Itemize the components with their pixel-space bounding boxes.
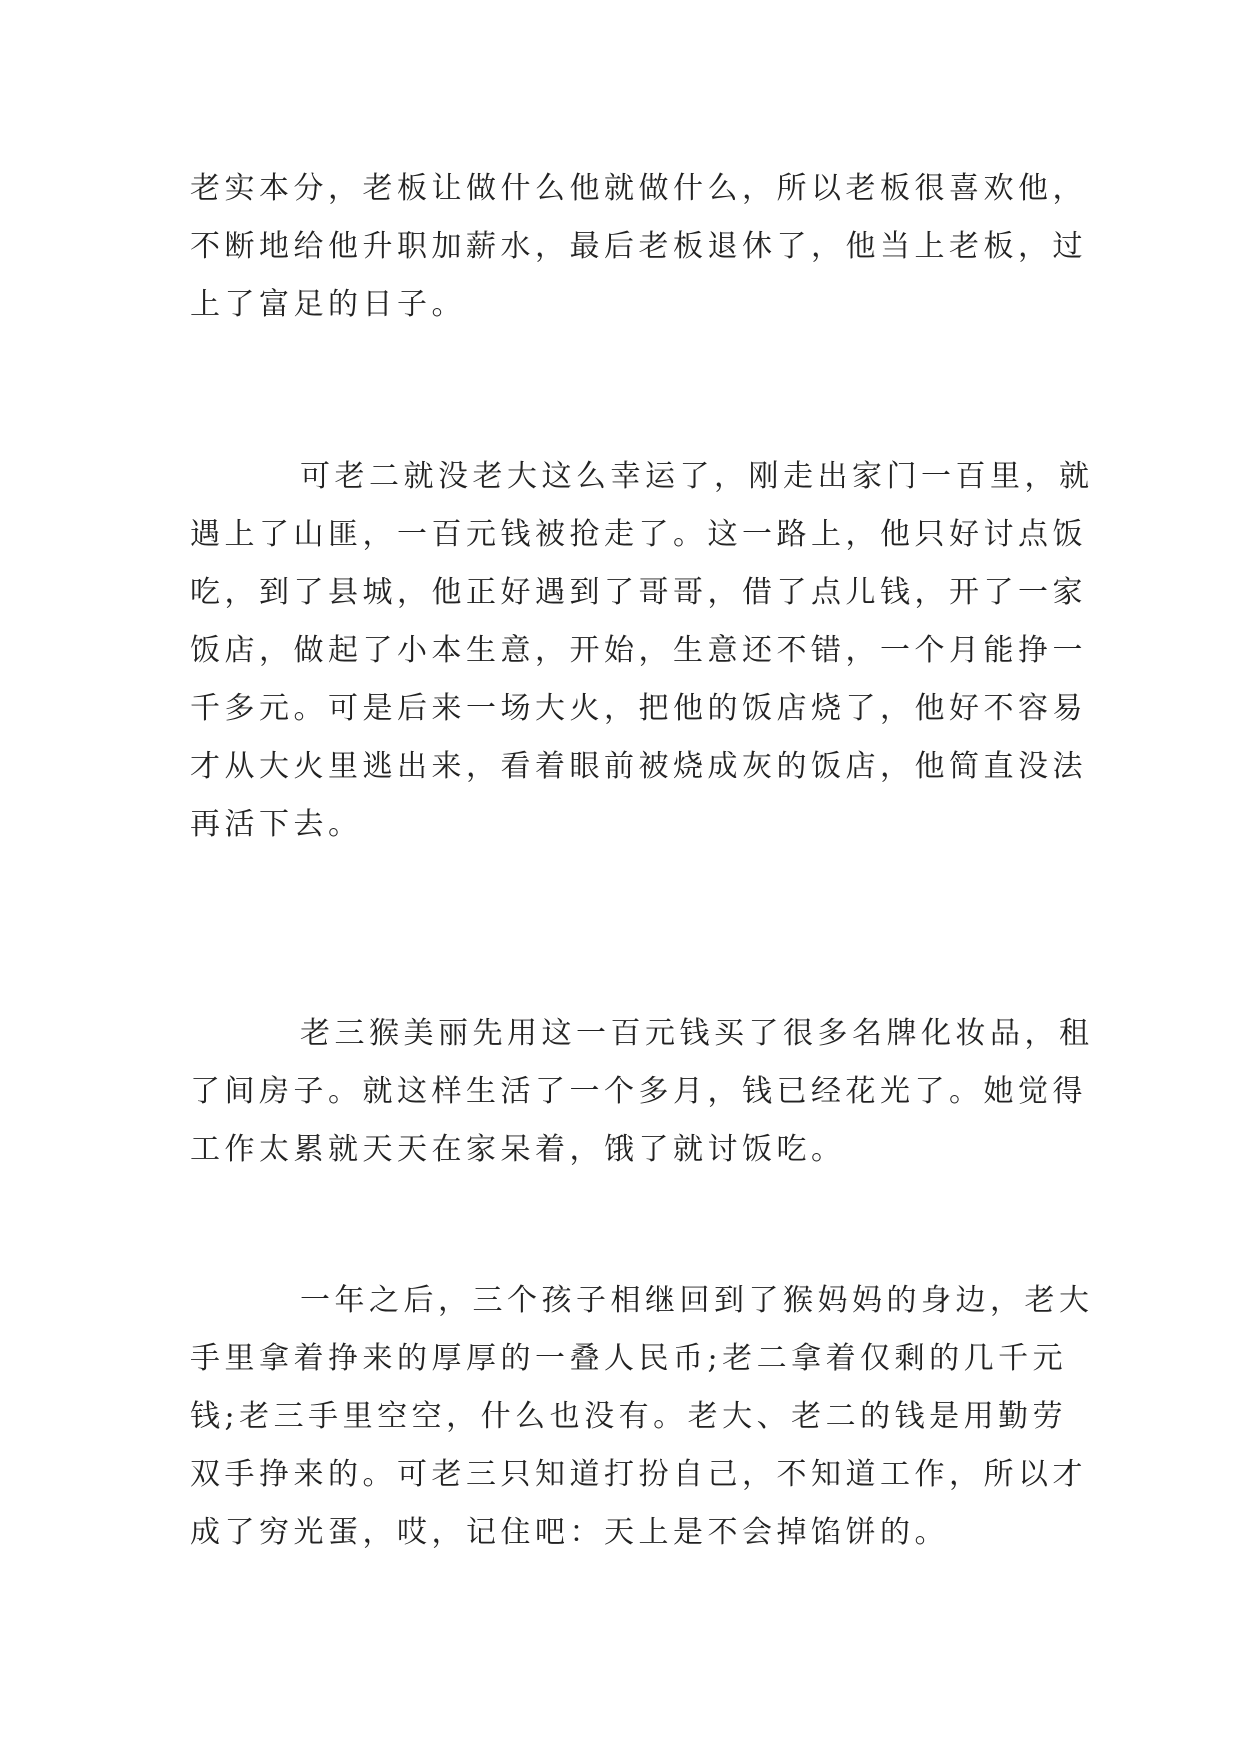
- paragraph-line: 上了富足的日子。: [190, 287, 466, 322]
- paragraph-line: 了间房子。就这样生活了一个多月，钱已经花光了。她觉得: [190, 1074, 1087, 1109]
- paragraph-line: 双手挣来的。可老三只知道打扮自己，不知道工作，所以才: [190, 1457, 1087, 1492]
- paragraph-line: 才从大火里逃出来，看着眼前被烧成灰的饭店，他简直没法: [190, 749, 1087, 784]
- paragraph-line: 可老二就没老大这么幸运了，刚走出家门一百里，就: [300, 459, 1094, 494]
- paragraph-line: 手里拿着挣来的厚厚的一叠人民币;老二拿着仅剩的几千元: [190, 1341, 1068, 1376]
- paragraph-line: 饭店，做起了小本生意，开始，生意还不错，一个月能挣一: [190, 633, 1087, 668]
- paragraph-4: [190, 1272, 1094, 1562]
- paragraph-3: [190, 1005, 1094, 1179]
- paragraph-2: [190, 448, 1094, 854]
- paragraph-line: 成了穷光蛋，哎，记住吧：天上是不会掉馅饼的。: [190, 1515, 949, 1550]
- paragraph-line: 老实本分，老板让做什么他就做什么，所以老板很喜欢他，: [190, 171, 1087, 206]
- paragraph-1: [190, 160, 1087, 334]
- paragraph-line: 不断地给他升职加薪水，最后老板退休了，他当上老板，过: [190, 229, 1087, 264]
- paragraph-line: 遇上了山匪，一百元钱被抢走了。这一路上，他只好讨点饭: [190, 517, 1087, 552]
- paragraph-line: 工作太累就天天在家呆着，饿了就讨饭吃。: [190, 1132, 846, 1167]
- paragraph-line: 钱;老三手里空空，什么也没有。老大、老二的钱是用勤劳: [190, 1399, 1068, 1434]
- paragraph-line: 再活下去。: [190, 807, 363, 842]
- paragraph-line: 吃，到了县城，他正好遇到了哥哥，借了点儿钱，开了一家: [190, 575, 1087, 610]
- paragraph-line: 老三猴美丽先用这一百元钱买了很多名牌化妆品，租: [300, 1016, 1094, 1051]
- paragraph-line: 一年之后，三个孩子相继回到了猴妈妈的身边，老大: [300, 1283, 1094, 1318]
- paragraph-line: 千多元。可是后来一场大火，把他的饭店烧了，他好不容易: [190, 691, 1087, 726]
